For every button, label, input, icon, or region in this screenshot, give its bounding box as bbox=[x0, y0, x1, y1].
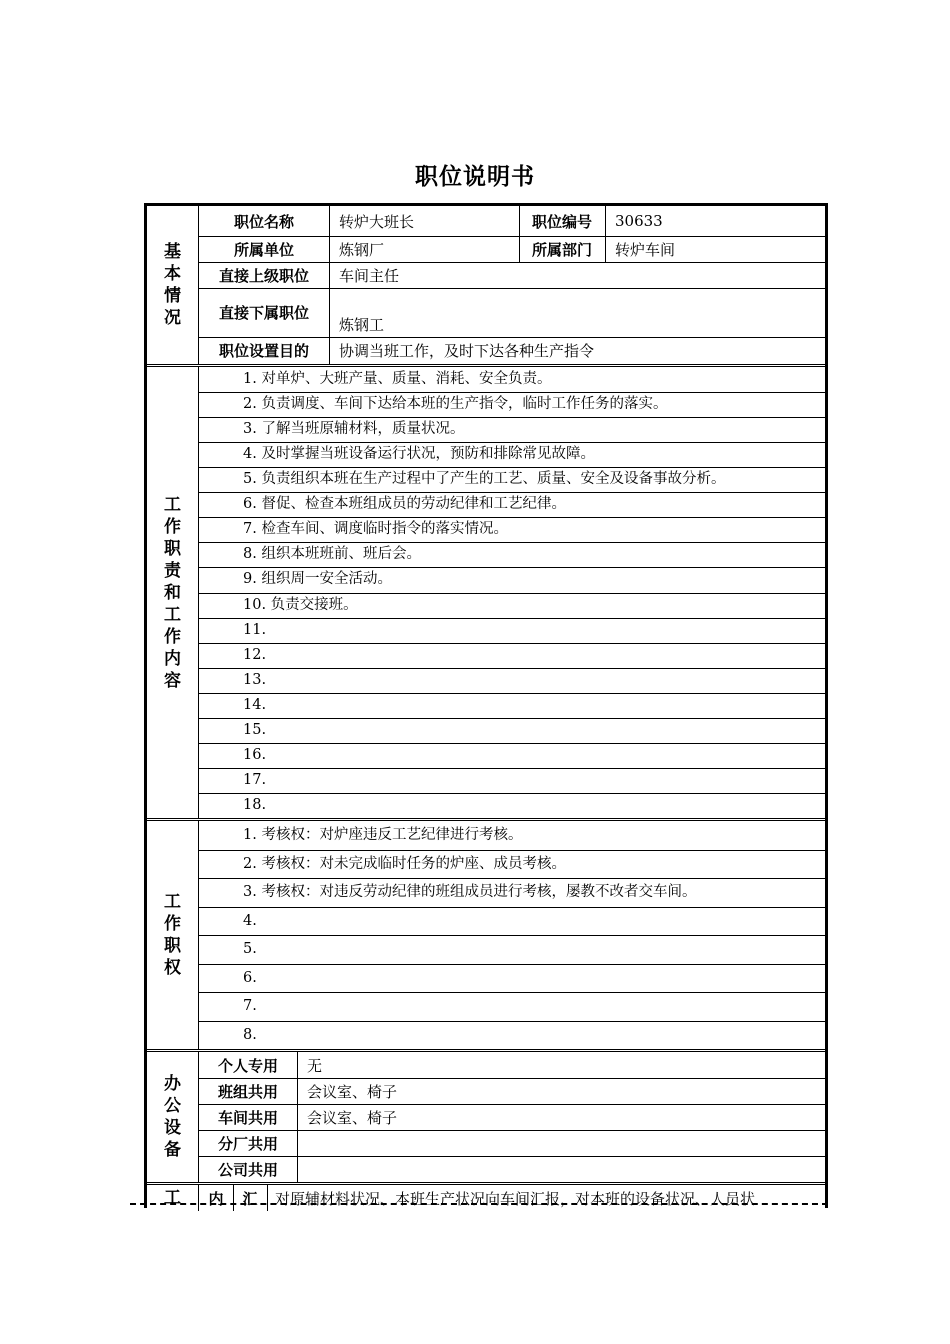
authority-label: 工 作 职 权 bbox=[147, 821, 199, 1049]
subordinate-value: 炼钢工 bbox=[339, 315, 385, 334]
equipment-row-label: 个人专用 bbox=[217, 1056, 278, 1075]
duty-item: 7. 检查车间、调度临时指令的落实情况。 bbox=[243, 521, 508, 538]
relations-section bbox=[147, 1185, 825, 1211]
superior-label: 直接上级职位 bbox=[218, 266, 309, 285]
position-code-label: 职位编号 bbox=[531, 212, 592, 231]
basic-info-label: 基 本 情 况 bbox=[147, 206, 199, 364]
position-code-value: 30633 bbox=[615, 212, 663, 230]
duty-item: 18. bbox=[243, 796, 267, 813]
purpose-value: 协调当班工作，及时下达各种生产指令 bbox=[339, 342, 595, 360]
equipment-label: 办 公 设 备 bbox=[147, 1052, 199, 1182]
duty-item: 2. 负责调度、车间下达给本班的生产指令，临时工作任务的落实。 bbox=[243, 396, 668, 413]
duty-item: 15. bbox=[243, 721, 267, 738]
relations-sub-label-inner: 内 bbox=[208, 1189, 224, 1208]
authority-item: 8. bbox=[243, 1026, 257, 1043]
purpose-label: 职位设置目的 bbox=[218, 342, 309, 360]
relations-label: 工 bbox=[147, 1185, 199, 1211]
duty-item: 5. 负责组织本班在生产过程中了产生的工艺、质量、安全及设备事故分析。 bbox=[243, 471, 726, 488]
equipment-section bbox=[147, 1052, 825, 1182]
relations-sub-label-report: 汇 bbox=[242, 1189, 258, 1208]
duty-item: 12. bbox=[243, 646, 267, 663]
dept-value: 转炉车间 bbox=[615, 240, 676, 259]
subordinate-label: 直接下属职位 bbox=[218, 304, 309, 322]
equipment-row-label: 车间共用 bbox=[217, 1108, 278, 1127]
duty-item: 4. 及时掌握当班设备运行状况，预防和排除常见故障。 bbox=[243, 446, 595, 463]
equipment-row-label: 公司共用 bbox=[217, 1160, 278, 1179]
equipment-row-value: 会议室、椅子 bbox=[307, 1108, 398, 1127]
authority-item: 5. bbox=[243, 941, 257, 957]
position-name-label: 职位名称 bbox=[233, 212, 294, 231]
equipment-row-label: 分厂共用 bbox=[217, 1134, 278, 1153]
authority-item: 2. 考核权：对未完成临时任务的炉座、成员考核。 bbox=[243, 855, 566, 872]
relations-text: 对原辅材料状况、本班生产状况向车间汇报，对本班的设备状况、人员状 bbox=[275, 1189, 756, 1208]
authority-item: 6. bbox=[243, 969, 257, 986]
duty-item: 10. 负责交接班。 bbox=[243, 596, 358, 613]
duty-item: 1. 对单炉、大班产量、质量、消耗、安全负责。 bbox=[243, 371, 552, 387]
duty-item: 6. 督促、检查本班组成员的劳动纪律和工艺纪律。 bbox=[243, 496, 566, 513]
authority-item: 1. 考核权：对炉座违反工艺纪律进行考核。 bbox=[243, 827, 523, 843]
basic-info-section bbox=[147, 206, 825, 364]
superior-value: 车间主任 bbox=[339, 266, 400, 285]
page-cut-divider bbox=[130, 1203, 828, 1205]
duty-item: 11. bbox=[243, 621, 267, 638]
duty-item: 9. 组织周一安全活动。 bbox=[243, 571, 392, 588]
duty-item: 13. bbox=[243, 671, 267, 688]
authority-item: 4. bbox=[243, 912, 257, 929]
duty-item: 17. bbox=[243, 771, 267, 788]
equipment-row-value: 会议室、椅子 bbox=[307, 1082, 398, 1101]
equipment-row-value: 无 bbox=[307, 1056, 323, 1075]
job-description-table bbox=[144, 203, 828, 1208]
duties-label: 工 作 职 责 和 工 作 内 容 bbox=[147, 367, 199, 818]
authority-section bbox=[147, 821, 825, 1049]
page-title: 职位说明书 bbox=[415, 164, 535, 190]
unit-value: 炼钢厂 bbox=[339, 240, 385, 259]
duties-section bbox=[147, 367, 825, 818]
authority-item: 7. bbox=[243, 998, 257, 1014]
duty-item: 14. bbox=[243, 696, 267, 713]
duty-item: 3. 了解当班原辅材料，质量状况。 bbox=[243, 421, 465, 438]
duty-item: 16. bbox=[243, 746, 267, 763]
unit-label: 所属单位 bbox=[233, 240, 294, 259]
equipment-row-label: 班组共用 bbox=[217, 1082, 278, 1101]
duty-item: 8. 组织本班班前、班后会。 bbox=[243, 546, 421, 563]
position-name-value: 转炉大班长 bbox=[339, 212, 415, 231]
authority-item: 3. 考核权：对违反劳动纪律的班组成员进行考核，屡教不改者交车间。 bbox=[243, 884, 697, 900]
dept-label: 所属部门 bbox=[531, 240, 592, 259]
